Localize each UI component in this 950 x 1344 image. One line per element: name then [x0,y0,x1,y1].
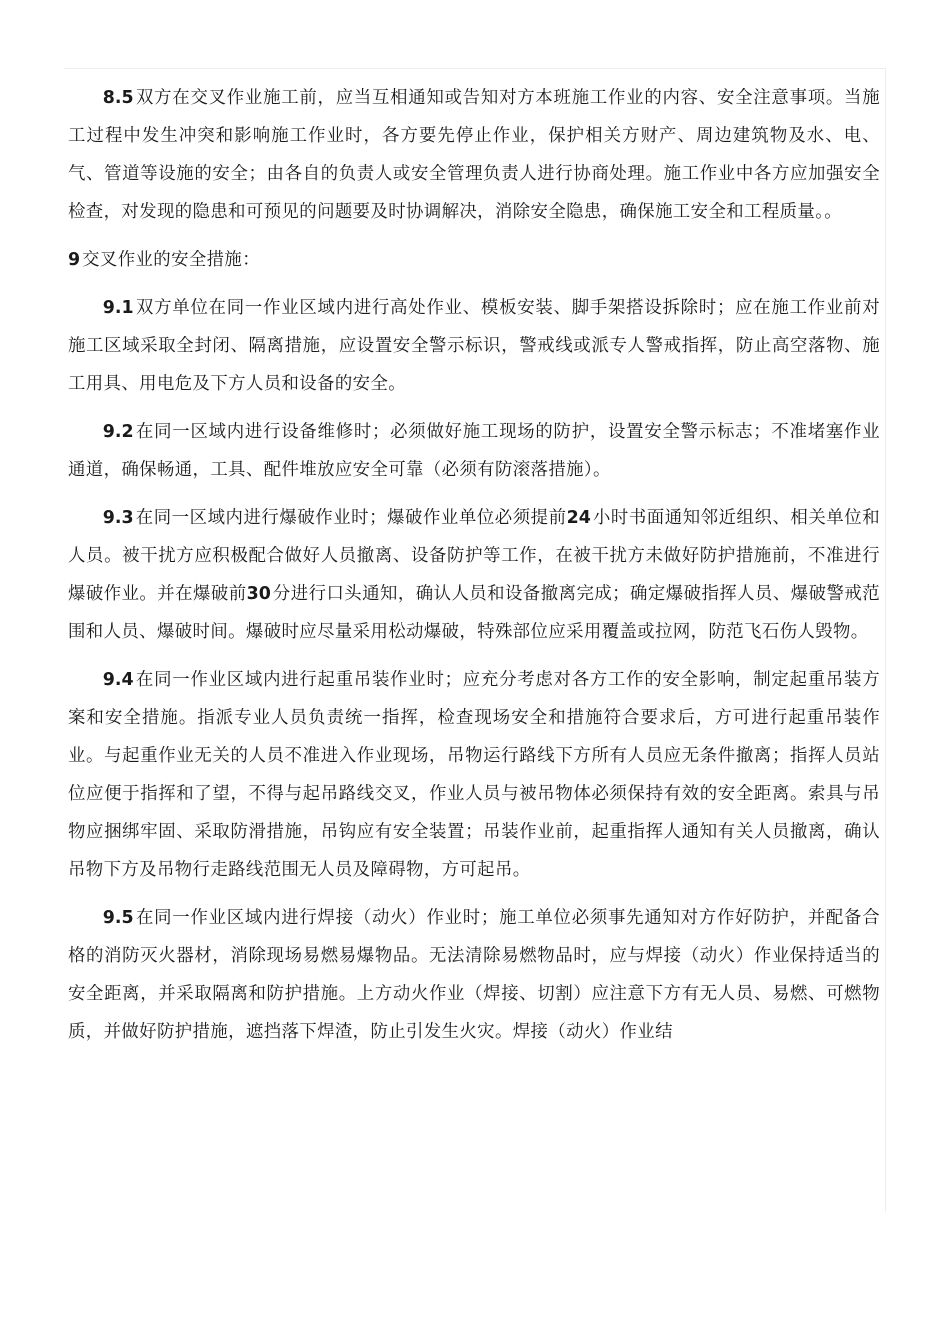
paragraph-text: 在同一区域内进行爆破作业时；爆破作业单位必须提前 [135,508,567,528]
paragraph-9-1 [68,289,880,403]
section-number: 9.3 [102,508,134,528]
section-number: 9.2 [102,422,134,442]
section-number: 9.1 [102,298,134,318]
paragraph-text: 在同一区域内进行设备维修时；必须做好施工现场的防护，设置安全警示标志；不准堵塞作业通道，确保畅通，工具、配件堆放应安全可靠（必须有防滚落措施）。 [68,422,880,480]
document-page [64,68,886,1212]
paragraph-9-5 [68,899,880,1051]
paragraph-text: 双方单位在同一作业区域内进行高处作业、模板安装、脚手架搭设拆除时；应在施工作业前对施工区域采取全封闭、隔离措施，应设置安全警示标识，警戒线或派专人警戒指挥，防止高空落物、施工用具、用电危及下方人员和设备的安全。 [68,298,880,394]
paragraph-text: 双方在交叉作业施工前，应当互相通知或告知对方本班施工作业的内容、安全注意事项。当施工过程中发生冲突和影响施工作业时，各方要先停止作业，保护相关方财产、周边建筑物及水、电、气、管道等设施的安全；由各自的负责人或安全管理负责人进行协商处理。施工作业中各方应加强安全检查，对发现的隐患和可预见的问题要及时协调解决，消除安全隐患，确保施工安全和工程质量。。 [68,88,880,222]
paragraph-text: 在同一作业区域内进行焊接（动火）作业时；施工单位必须事先通知对方作好防护，并配备合格的消防灭火器材，消除现场易燃易爆物品。无法清除易燃物品时，应与焊接（动火）作业保持适当的安全距离，并采取隔离和防护措施。上方动火作业（焊接、切割）应注意下方有无人员、易燃、可燃物质，并做好防护措施，遮挡落下焊渣，防止引发生火灾。焊接（动火）作业结 [68,908,880,1042]
section-heading-text: 交叉作业的安全措施： [82,250,261,270]
paragraph-9-2 [68,413,880,489]
section-number: 9 [68,250,81,270]
document-body [68,79,880,1061]
paragraph-8-5 [68,79,880,231]
paragraph-text: 分进行口头通知，确认人员和设备撤离完成；确定爆破指挥人员、爆破警戒范围和人员、爆破时间。爆破时应尽量采用松动爆破，特殊部位应采用覆盖或拉网，防范飞石伤人毁物。 [68,584,880,642]
section-number: 9.5 [102,908,134,928]
section-number: 8.5 [102,88,134,108]
inline-number-hours: 24 [566,508,591,528]
paragraph-9-4 [68,661,880,889]
section-heading-9 [68,241,880,279]
paragraph-text: 小时书面通知邻近组织、相关单位和人员。被干扰方应积极配合做好人员撤离、设备防护等工作，在被干扰方未做好防护措施前，不准进行爆破作业。并在爆破前 [68,508,881,604]
inline-number-minutes: 30 [246,584,271,604]
section-number: 9.4 [102,670,134,690]
paragraph-9-3 [68,499,880,651]
paragraph-text: 在同一作业区域内进行起重吊装作业时；应充分考虑对各方工作的安全影响，制定起重吊装方案和安全措施。指派专业人员负责统一指挥，检查现场安全和措施符合要求后，方可进行起重吊装作业。与起重作业无关的人员不准进入作业现场，吊物运行路线下方所有人员应无条件撤离；指挥人员站位应便于指挥和了望，不得与起吊路线交叉，作业人员与被吊物体必须保持有效的安全距离。索具与吊物应捆绑牢固、采取防滑措施，吊钩应有安全装置；吊装作业前，起重指挥人通知有关人员撤离，确认吊物下方及吊物行走路线范围无人员及障碍物，方可起吊。 [68,670,880,880]
